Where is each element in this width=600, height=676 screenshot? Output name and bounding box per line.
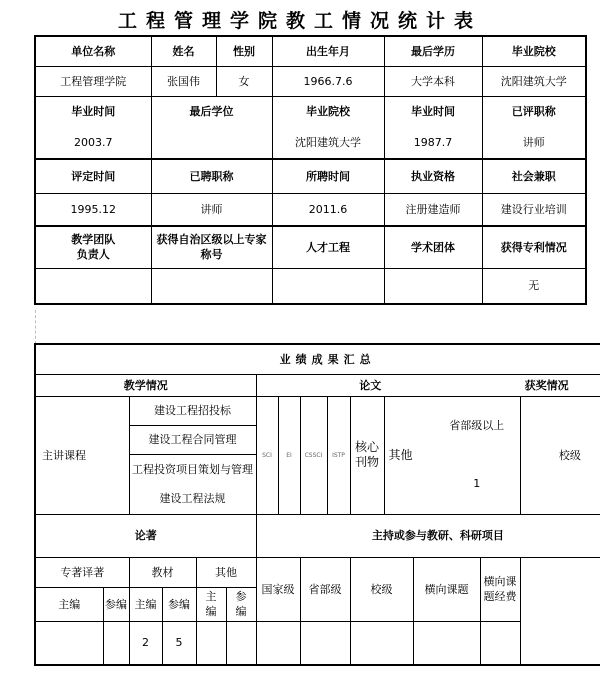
header-practice-qualification: 执业资格 bbox=[384, 159, 482, 193]
value-name: 张国伟 bbox=[151, 66, 216, 96]
header-graduate-school: 毕业院校 bbox=[482, 36, 586, 66]
paper-col-istp: ISTP bbox=[327, 396, 350, 514]
value-gender: 女 bbox=[216, 66, 272, 96]
works-value bbox=[226, 621, 256, 665]
works-sub-co-editor: 参编 bbox=[162, 587, 196, 621]
header-academic-group: 学术团体 bbox=[384, 226, 482, 268]
header-gender: 性别 bbox=[216, 36, 272, 66]
value-teaching-team-leader bbox=[35, 268, 151, 304]
projects-label: 主持或参与教研、科研项目 bbox=[256, 514, 600, 557]
course-item: 建设工程招投标 bbox=[129, 396, 256, 425]
page-break-line bbox=[35, 310, 36, 344]
header-appointment-time: 所聘时间 bbox=[272, 159, 384, 193]
value-unit-name: 工程管理学院 bbox=[35, 66, 151, 96]
works-sub-chief-editor: 主编 bbox=[129, 587, 162, 621]
works-group-monograph: 专著译著 bbox=[35, 557, 129, 587]
award-col-provincial: 省部级以上 bbox=[434, 396, 520, 454]
works-group-other: 其他 bbox=[196, 557, 256, 587]
section-title: 业绩成果汇总 bbox=[35, 344, 600, 374]
works-label: 论著 bbox=[35, 514, 256, 557]
works-value bbox=[103, 621, 129, 665]
project-col-national: 国家级 bbox=[256, 557, 300, 621]
works-sub-co-editor: 参编 bbox=[226, 587, 256, 621]
award-col-school: 校级 bbox=[520, 396, 600, 514]
value-academic-group bbox=[384, 268, 482, 304]
value-last-degree bbox=[151, 127, 272, 159]
works-value bbox=[35, 621, 103, 665]
header-social-positions: 社会兼职 bbox=[482, 159, 586, 193]
value-graduate-school-2: 沈阳建筑大学 bbox=[272, 127, 384, 159]
achievements-table bbox=[34, 343, 600, 666]
main-courses-label: 主讲课程 bbox=[35, 396, 129, 514]
paper-col-ei: EI bbox=[278, 396, 300, 514]
value-patents: 无 bbox=[482, 268, 586, 304]
paper-col-core-journal: 核心刊物 bbox=[350, 396, 384, 514]
value-last-education: 大学本科 bbox=[384, 66, 482, 96]
paper-col-other: 其他 bbox=[384, 396, 434, 514]
paper-col-cssci: CSSCI bbox=[300, 396, 327, 514]
works-sub-co-editor: 参编 bbox=[103, 587, 129, 621]
value-graduation-time-2: 1987.7 bbox=[384, 127, 482, 159]
header-graduation-time-2: 毕业时间 bbox=[384, 96, 482, 127]
value-professional-title: 讲师 bbox=[482, 127, 586, 159]
header-teaching-team-leader: 教学团队 负责人 bbox=[35, 226, 151, 268]
value-appointment-time: 2011.6 bbox=[272, 193, 384, 226]
value-graduation-time: 2003.7 bbox=[35, 127, 151, 159]
header-name: 姓名 bbox=[151, 36, 216, 66]
project-value bbox=[300, 621, 350, 665]
teaching-label: 教学情况 bbox=[35, 374, 256, 396]
project-value bbox=[413, 621, 480, 665]
project-value bbox=[350, 621, 413, 665]
project-col-horizontal-funds: 横向课题经费 bbox=[480, 557, 520, 621]
header-last-education: 最后学历 bbox=[384, 36, 482, 66]
course-item: 建设工程合同管理 bbox=[129, 425, 256, 454]
works-value bbox=[196, 621, 226, 665]
works-value: 5 bbox=[162, 621, 196, 665]
page-title: 工程管理学院教工情况统计表 bbox=[117, 10, 482, 32]
course-item: 工程投资项目策划与管理 bbox=[129, 454, 256, 484]
project-col-provincial: 省部级 bbox=[300, 557, 350, 621]
header-talent-project: 人才工程 bbox=[272, 226, 384, 268]
staff-info-table bbox=[34, 35, 587, 305]
value-birth-date: 1966.7.6 bbox=[272, 66, 384, 96]
value-appraisal-time: 1995.12 bbox=[35, 193, 151, 226]
header-expert-title: 获得自治区级以上专家称号 bbox=[151, 226, 272, 268]
works-group-textbook: 教材 bbox=[129, 557, 196, 587]
project-value bbox=[480, 621, 520, 665]
value-appointed-title: 讲师 bbox=[151, 193, 272, 226]
header-graduate-school-2: 毕业院校 bbox=[272, 96, 384, 127]
header-appointed-title: 已聘职称 bbox=[151, 159, 272, 193]
works-sub-chief-editor: 主编 bbox=[196, 587, 226, 621]
header-birth-date: 出生年月 bbox=[272, 36, 384, 66]
works-value: 2 bbox=[129, 621, 162, 665]
value-talent-project bbox=[272, 268, 384, 304]
works-sub-chief-editor: 主编 bbox=[35, 587, 103, 621]
project-col-horizontal: 横向课题 bbox=[413, 557, 480, 621]
header-last-degree: 最后学位 bbox=[151, 96, 272, 127]
course-item: 建设工程法规 bbox=[129, 484, 256, 514]
header-professional-title: 已评职称 bbox=[482, 96, 586, 127]
awards-label: 获奖情况 bbox=[434, 374, 600, 396]
paper-col-sci: SCI bbox=[256, 396, 278, 514]
project-value bbox=[256, 621, 300, 665]
header-patents: 获得专利情况 bbox=[482, 226, 586, 268]
value-social-positions: 建设行业培训 bbox=[482, 193, 586, 226]
header-appraisal-time: 评定时间 bbox=[35, 159, 151, 193]
award-provincial-value: 1 bbox=[434, 454, 520, 514]
value-practice-qualification: 注册建造师 bbox=[384, 193, 482, 226]
papers-label: 论文 bbox=[256, 374, 434, 396]
project-col-school: 校级 bbox=[350, 557, 413, 621]
value-expert-title bbox=[151, 268, 272, 304]
header-unit-name: 单位名称 bbox=[35, 36, 151, 66]
value-graduate-school: 沈阳建筑大学 bbox=[482, 66, 586, 96]
header-graduation-time: 毕业时间 bbox=[35, 96, 151, 127]
